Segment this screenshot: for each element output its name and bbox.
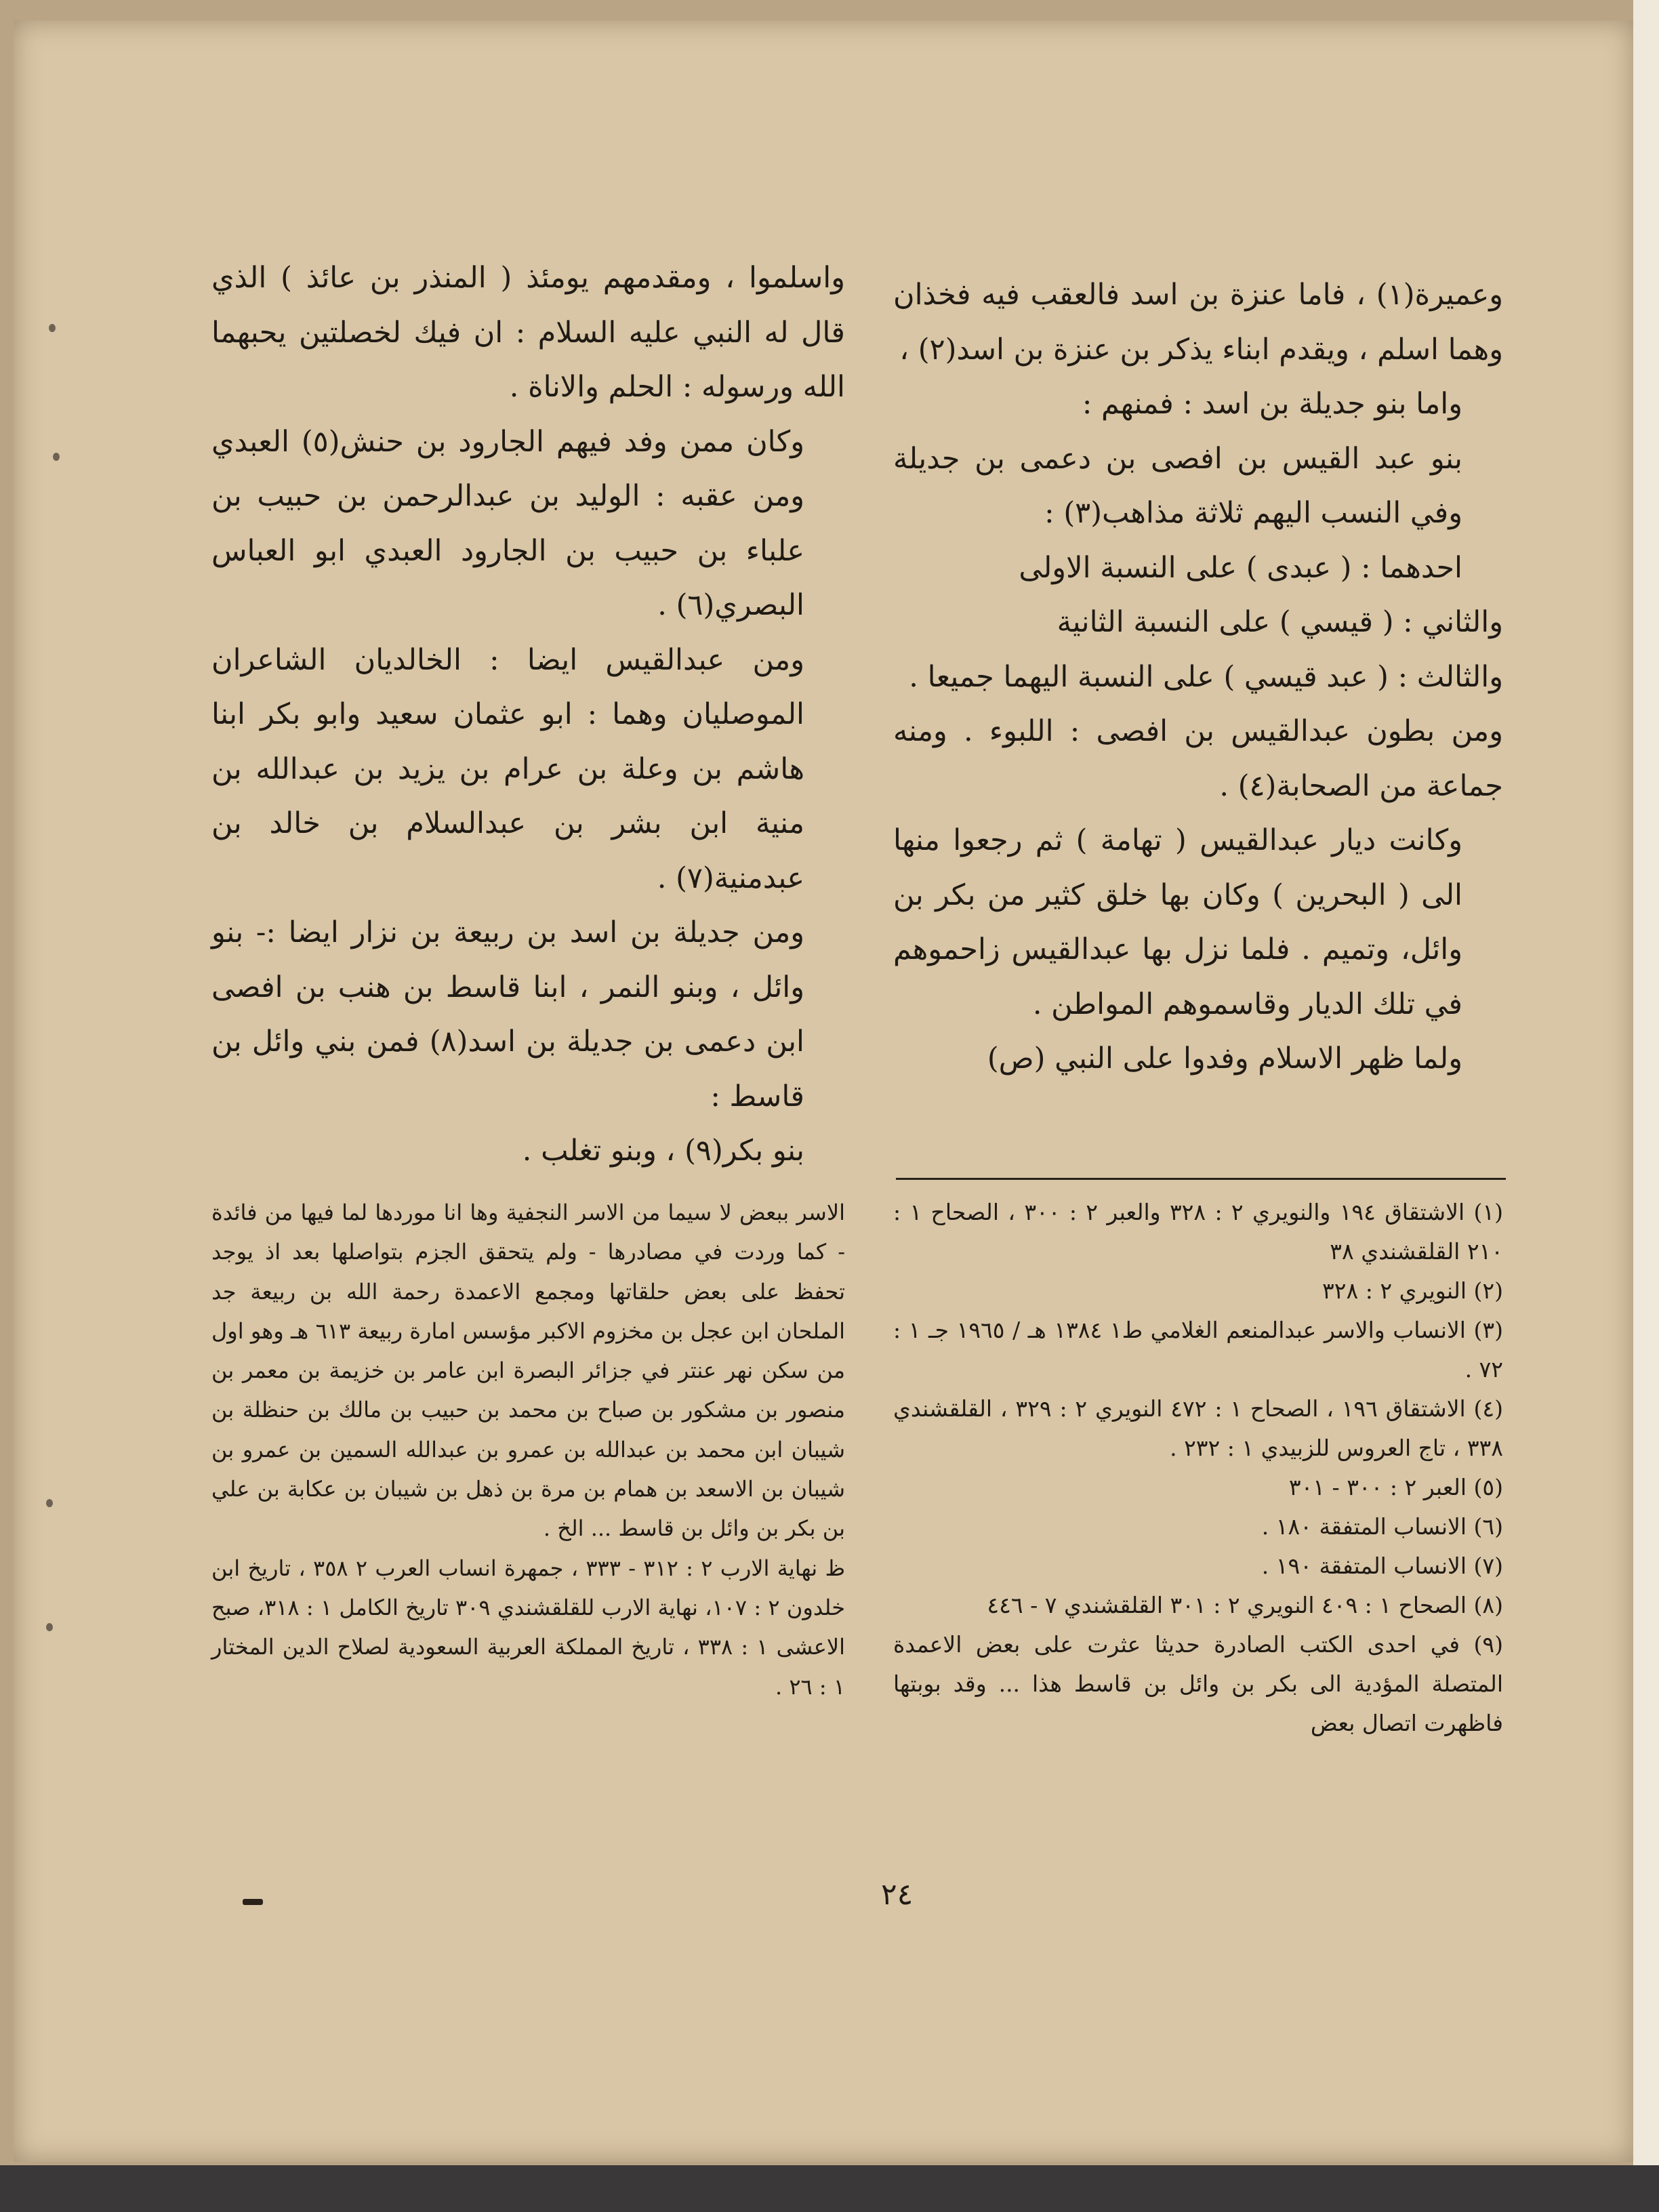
footnote: (٦) الانساب المتفقة ١٨٠ . (1261, 1513, 1503, 1540)
footnotes-right-column (893, 1193, 1503, 1743)
paragraph: وعميرة(١) ، فاما عنزة بن اسد فالعقب فيه فخذان وهما اسلم ، ويقدم ابناء يذكر بن عنزة بن اسد(٢) ، (893, 278, 1503, 367)
footnote-rule (896, 1178, 1506, 1180)
paragraph: بنو بكر(٩) ، وبنو تغلب . (522, 1134, 804, 1168)
footnote: (٨) الصحاح ١ : ٤٠٩ النويري ٢ : ٣٠١ القلقشندي ٧ - ٤٤٦ (987, 1592, 1503, 1618)
background-edge (1633, 0, 1659, 2165)
speck (46, 1499, 53, 1507)
footnote: (٤) الاشتقاق ١٩٦ ، الصحاح ١ : ٤٧٢ النويري ٢ : ٣٢٩ ، القلقشندي ٣٣٨ ، تاج العروس للزبيدي ١ : ٢٣٢ . (893, 1395, 1504, 1461)
paragraph: وكانت ديار عبدالقيس ( تهامة ) ثم رجعوا منها الى ( البحرين ) وكان بها خلق كثير من بكر بن وائل، وتميم . فلما نزل بها عبدالقيس زاحموهم في تلك الديار وقاسموهم المواطن . (893, 823, 1462, 1021)
footnote: (٣) الانساب والاسر عبدالمنعم الغلامي ط١ ١٣٨٤ هـ / ١٩٦٥ جـ ١ : ٧٢ . (893, 1317, 1503, 1382)
page-number: ٢٤ (881, 1877, 914, 1912)
paragraph: احدهما : ( عبدى ) على النسبة الاولى (1019, 550, 1462, 585)
paragraph: واما بنو جديلة بن اسد : فمنهم : (1082, 387, 1462, 421)
footnote-references: ظ نهاية الارب ٢ : ٣١٢ - ٣٣٣ ، جمهرة انساب العرب ٢ ٣٥٨ ، تاريخ ابن خلدون ٢ : ١٠٧، نهاية الارب للقلقشندي ٣٠٩ تاريخ الكامل ١ : ٣١٨، صبح الاعشى ١ : ٣٣٨ ، تاريخ المملكة العربية السعودية لصلاح الدين المختار ١ : ٢٦ . (211, 1555, 846, 1700)
main-text-left-column (211, 251, 845, 1179)
footnote: (٧) الانساب المتفقة ١٩٠ . (1261, 1553, 1503, 1579)
speck (53, 453, 60, 461)
printer-mark (243, 1899, 263, 1905)
footnote: (١) الاشتقاق ١٩٤ والنويري ٢ : ٣٢٨ والعبر ٢ : ٣٠٠ ، الصحاح ١ : ٢١٠ القلقشندي ٣٨ (893, 1199, 1503, 1265)
main-text-right-column (893, 268, 1503, 1086)
paragraph: ومن عبدالقيس ايضا : الخالديان الشاعران الموصليان وهما : ابو عثمان سعيد وابو بكر ابنا هاشم بن وعلة بن عرام بن يزيد بن عبدالله بن منية ابن بشر بن عبدالسلام بن خالد بن عبدمنية(٧) . (211, 642, 804, 895)
paragraph: والثاني : ( قيسي ) على النسبة الثانية (1057, 605, 1503, 639)
background-band (0, 2165, 1659, 2212)
paragraph: ولما ظهر الاسلام وفدوا على النبي (ص) (987, 1042, 1462, 1076)
paragraph: بنو عبد القيس بن افصى بن دعمى بن جديلة وفي النسب اليهم ثلاثة مذاهب(٣) : (893, 441, 1462, 530)
speck (46, 1623, 53, 1631)
speck (49, 324, 56, 332)
paragraph: ومن جديلة بن اسد بن ربيعة بن نزار ايضا :- بنو وائل ، وبنو النمر ، ابنا قاسط بن هنب بن افصى ابن دعمى بن جديلة بن اسد(٨) فمن بني وائل بن قاسط : (211, 916, 804, 1113)
footnote: (٥) العبر ٢ : ٣٠٠ - ٣٠١ (1288, 1474, 1503, 1500)
footnotes-left-column (211, 1193, 845, 1706)
paragraph: ومن بطون عبدالقيس بن افصى : اللبوء . ومنه جماعة من الصحابة(٤) . (893, 714, 1503, 803)
paragraph: وكان ممن وفد فيهم الجارود بن حنش(٥) العبدي ومن عقبه : الوليد بن عبدالرحمن بن حبيب بن علباء بن حبيب بن الجارود العبدي ابو العباس البصري(٦) . (211, 424, 804, 622)
paragraph: والثالث : ( عبد قيسي ) على النسبة اليهما جميعا . (909, 659, 1503, 694)
footnote: (٢) النويري ٢ : ٣٢٨ (1322, 1277, 1503, 1304)
footnote: (٩) في احدى الكتب الصادرة حديثا عثرت على بعض الاعمدة المتصلة المؤدية الى بكر بن وائل بن قاسط هذا ... وقد بوبتها فاظهرت اتصال بعض (893, 1631, 1503, 1736)
paragraph: واسلموا ، ومقدمهم يومئذ ( المنذر بن عائذ ) الذي قال له النبي عليه السلام : ان فيك لخصلتين يحبهما الله ورسوله : الحلم والاناة . (211, 261, 845, 404)
footnote-continuation: الاسر ببعض لا سيما من الاسر النجفية وها انا موردها لما فيها من فائدة - كما وردت في مصادرها - ولم يتحقق الجزم بتواصلها بعد اذ يوجد تحفظ على بعض حلقاتها ومجمع الاعمدة رحمة الله بن ربيعة جد الملحان ابن عجل بن مخزوم الاكبر مؤسس امارة ربيعة ٦١٣ هـ وهو اول من سكن نهر عنتر في جزائر البصرة ابن عامر بن خزيمة بن معمر بن منصور بن مشكور بن صباح بن محمد بن حبيب بن مالك بن حنظلة بن شيبان ابن محمد بن عبدالله بن عمرو بن عبدالله السمين بن عمرو بن شيبان بن الاسعد بن همام بن مرة بن ذهل بن شيبان بن عكابة بن علي بن بكر بن وائل بن قاسط ... الخ . (211, 1200, 846, 1542)
